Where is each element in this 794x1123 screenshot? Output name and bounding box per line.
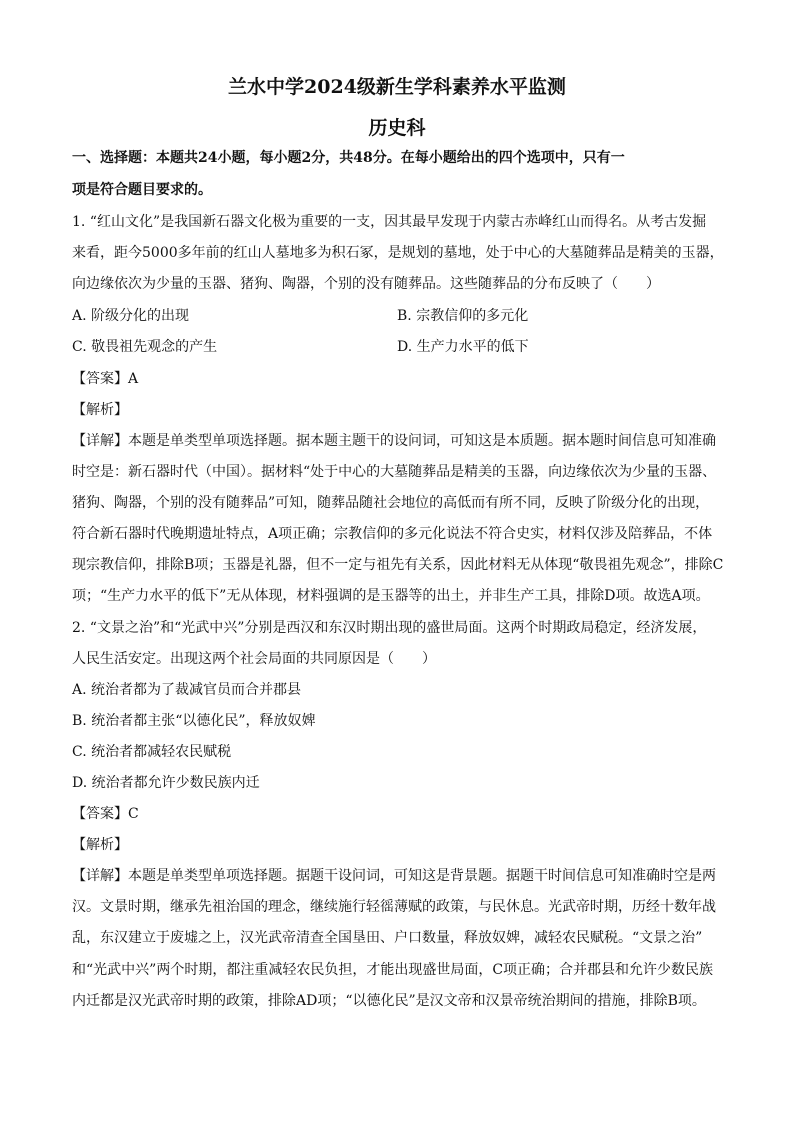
q2-stem-line-2: 人民生活安定。出现这两个社会局面的共同原因是（ ）: [72, 651, 436, 667]
section-instruction-line-1: 一、选择题：本题共24小题，每小题2分，共48分。在每小题给出的四个选项中，只有一: [72, 150, 625, 166]
q1-detail-line-3: 猪狗、陶器，个别的没有随葬品”可知，随葬品随社会地位的高低而有所不同，反映了阶级分化的出现，: [72, 495, 710, 511]
subject-title: 历史科: [368, 117, 426, 139]
q1-detail-line-6: 项；“生产力水平的低下”无从体现，材料强调的是玉器等的出土，并非生产工具，排除D项。故选A项。: [72, 588, 710, 604]
q1-stem-line-3: 向边缘依次为少量的玉器、猪狗、陶器，个别的没有随葬品。这些随葬品的分布反映了（ ）: [72, 276, 660, 292]
q2-option-b: B. 统治者都主张“以德化民”，释放奴婢: [72, 713, 316, 729]
q1-detail-line-5: 现宗教信仰，排除B项；玉器是礼器，但不一定与祖先有关系，因此材料无从体现“敬畏祖先观念”，排除C: [72, 557, 724, 573]
q2-option-d: D. 统治者都允许少数民族内迁: [72, 775, 260, 791]
q1-stem-line-1: 1. “红山文化”是我国新石器文化极为重要的一支，因其最早发现于内蒙古赤峰红山而得名。从考古发掘: [72, 214, 707, 230]
q1-option-d: D. 生产力水平的低下: [397, 339, 529, 355]
q1-answer: 【答案】A: [72, 371, 139, 387]
q1-option-a: A. 阶级分化的出现: [72, 308, 190, 324]
q2-detail-line-4: 和“光武中兴”两个时期，都注重减轻农民负担，才能出现盛世局面，C项正确；合并郡县和允许少数民族: [72, 962, 714, 978]
q2-detail-line-5: 内迁都是汉光武帝时期的政策，排除AD项；“以德化民”是汉文帝和汉景帝统治期间的措施，排除B项。: [72, 993, 706, 1009]
q1-detail-line-2: 时空是：新石器时代（中国）。据材料“处于中心的大墓随葬品是精美的玉器，向边缘依次为少量的玉器、: [72, 464, 717, 480]
exam-title: 兰水中学2024级新生学科素养水平监测: [228, 76, 566, 98]
section-instruction-line-2: 项是符合题目要求的。: [72, 182, 212, 198]
q2-option-a: A. 统治者都为了裁减官员而合并郡县: [72, 682, 302, 698]
q1-stem-line-2: 来看，距今5000多年前的红山人墓地多为积石冢，是规划的墓地，处于中心的大墓随葬品是精美的玉器，: [72, 245, 724, 261]
q2-stem-line-1: 2. “文景之治”和“光武中兴”分别是西汉和东汉时期出现的盛世局面。这两个时期政局稳定，经济发展，: [72, 620, 707, 636]
q2-detail-line-2: 汉。文景时期，继承先祖治国的理念，继续施行轻徭薄赋的政策，与民休息。光武帝时期，历经十数年战: [72, 899, 716, 915]
q2-detail-line-1: 【详解】本题是单类型单项选择题。据题干设问词，可知这是背景题。据题干时间信息可知准确时空是两: [72, 868, 716, 884]
q1-detail-line-4: 符合新石器时代晚期遗址特点，A项正确；宗教信仰的多元化说法不符合史实，材料仅涉及陪葬品，不体: [72, 526, 713, 542]
q2-answer: 【答案】C: [72, 806, 139, 822]
q1-analysis-label: 【解析】: [72, 402, 128, 418]
q1-detail-line-1: 【详解】本题是单类型单项选择题。据本题主题干的设问词，可知这是本质题。据本题时间信息可知准确: [72, 433, 716, 449]
q1-option-c: C. 敬畏祖先观念的产生: [72, 339, 218, 355]
q1-option-b: B. 宗教信仰的多元化: [397, 308, 529, 324]
q2-detail-line-3: 乱，东汉建立于废墟之上，汉光武帝清查全国垦田、户口数量，释放奴婢，减轻农民赋税。“文景之治”: [72, 930, 703, 946]
q2-analysis-label: 【解析】: [72, 837, 128, 853]
q2-option-c: C. 统治者都减轻农民赋税: [72, 744, 232, 760]
